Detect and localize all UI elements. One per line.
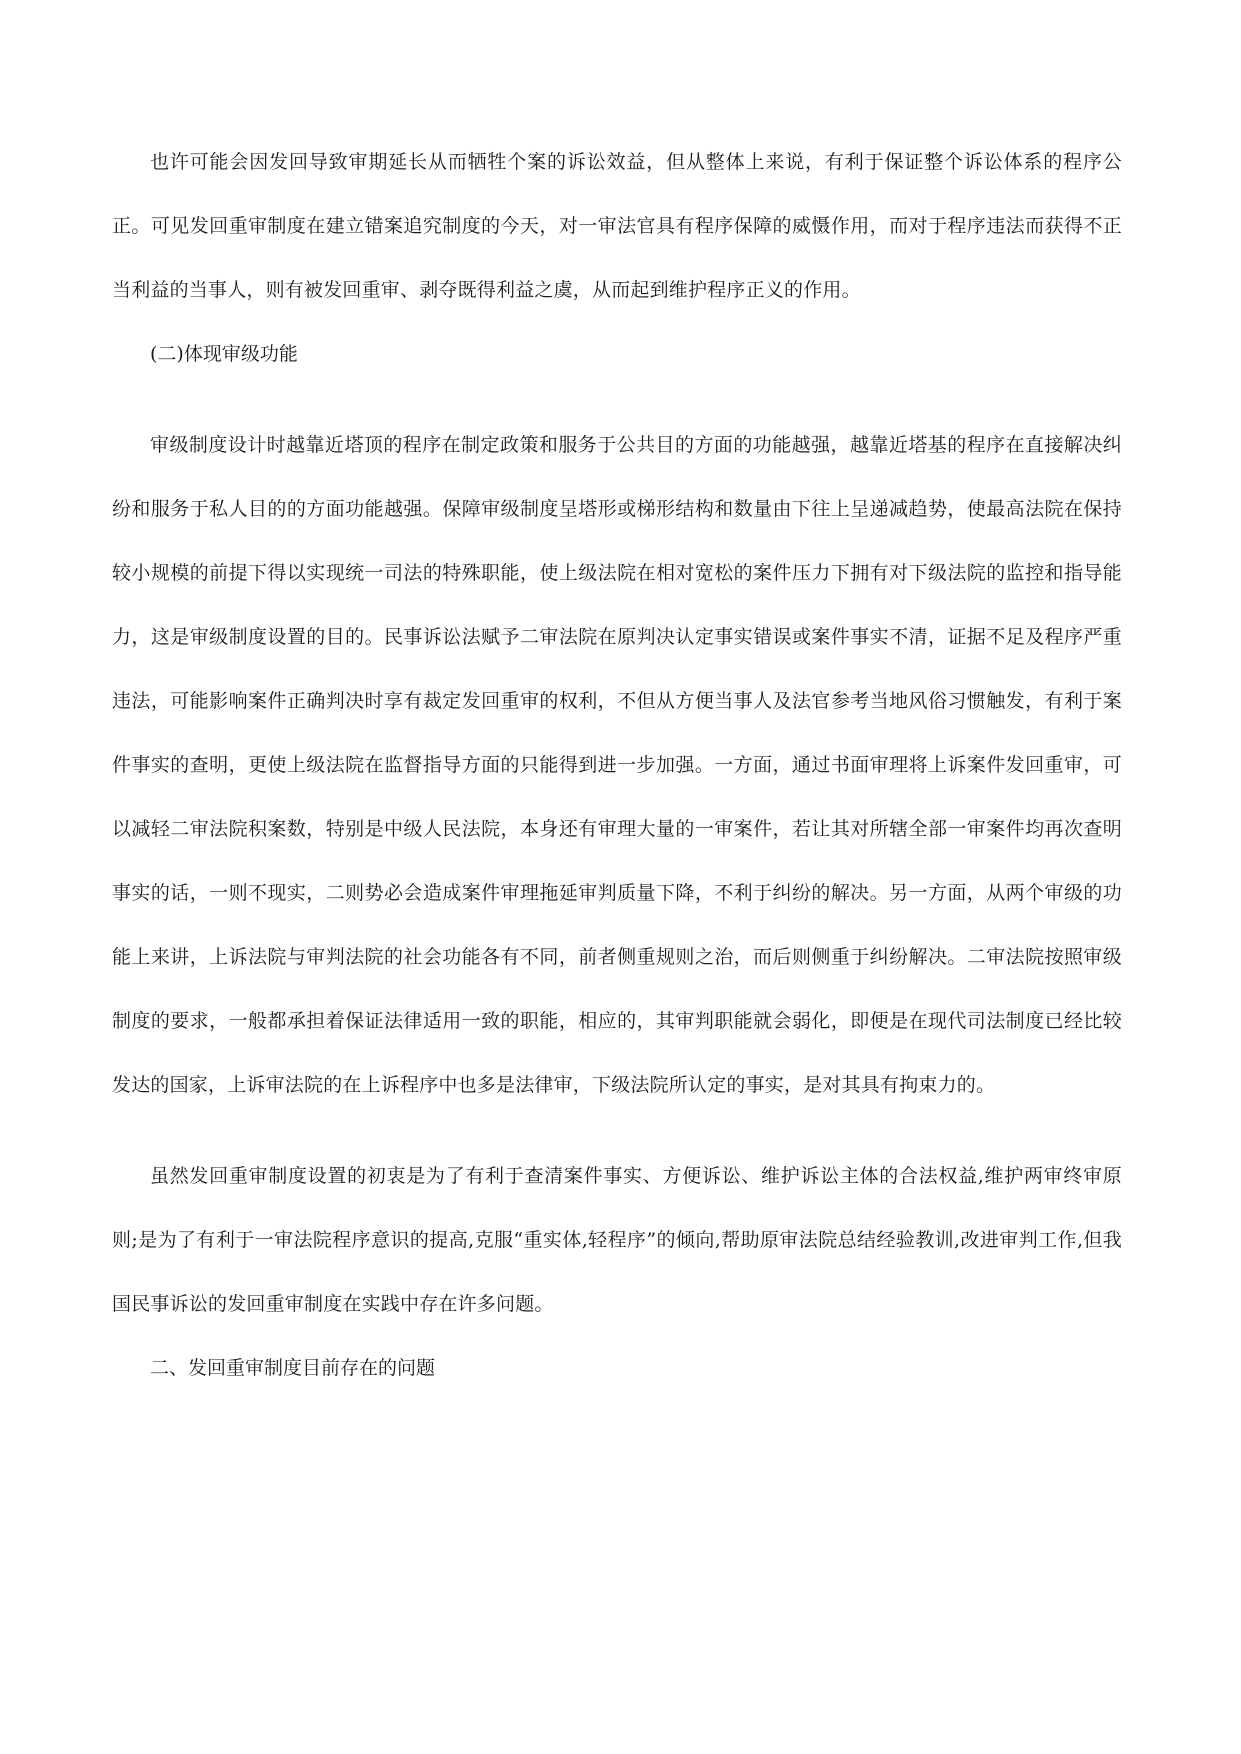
section-heading-current-problems: 二、发回重审制度目前存在的问题 [150, 1357, 436, 1379]
paragraph-procedural-justice: 也许可能会因发回导致审期延长从而牺牲个案的诉讼效益，但从整体上来说，有利于保证整个诉讼体系的程序公正。可见发回重审制度在建立错案追究制度的今天，对一审法官具有程序保障的威慑作用，而对于程序违法而获得不正当利益的当事人，则有被发回重审、剥夺既得利益之虞，从而起到维护程序正义的作用。 [112, 151, 1122, 301]
document-page [112, 130, 1122, 1400]
paragraph-retrial-intent: 虽然发回重审制度设置的初衷是为了有利于查清案件事实、方便诉讼、维护诉讼主体的合法权益,维护两审终审原则;是为了有利于一审法院程序意识的提高,克服“重实体,轻程序”的倾向,帮助原审法院总结经验教训,改进审判工作,但我国民事诉讼的发回重审制度在实践中存在许多问题。 [112, 1165, 1122, 1315]
section-heading-appellate-function: (二)体现审级功能 [150, 343, 298, 365]
paragraph-appellate-system: 审级制度设计时越靠近塔顶的程序在制定政策和服务于公共目的方面的功能越强，越靠近塔基的程序在直接解决纠纷和服务于私人目的的方面功能越强。保障审级制度呈塔形或梯形结构和数量由下往上呈递减趋势，使最高法院在保持较小规模的前提下得以实现统一司法的特殊职能，使上级法院在相对宽松的案件压力下拥有对下级法院的监控和指导能力，这是审级制度设置的目的。民事诉讼法赋予二审法院在原判决认定事实错误或案件事实不清，证据不足及程序严重违法，可能影响案件正确判决时享有裁定发回重审的权利，不但从方便当事人及法官参考当地风俗习惯触发，有利于案件事实的查明，更使上级法院在监督指导方面的只能得到进一步加强。一方面，通过书面审理将上诉案件发回重审，可以减轻二审法院积案数，特别是中级人民法院，本身还有审理大量的一审案件，若让其对所辖全部一审案件均再次查明事实的话，一则不现实，二则势必会造成案件审理拖延审判质量下降，不利于纠纷的解决。另一方面，从两个审级的功能上来讲，上诉法院与审判法院的社会功能各有不同，前者侧重规则之治，而后则侧重于纠纷解决。二审法院按照审级制度的要求，一般都承担着保证法律适用一致的职能，相应的，其审判职能就会弱化，即便是在现代司法制度已经比较发达的国家，上诉审法院的在上诉程序中也多是法律审，下级法院所认定的事实，是对其具有拘束力的。 [112, 434, 1122, 1096]
